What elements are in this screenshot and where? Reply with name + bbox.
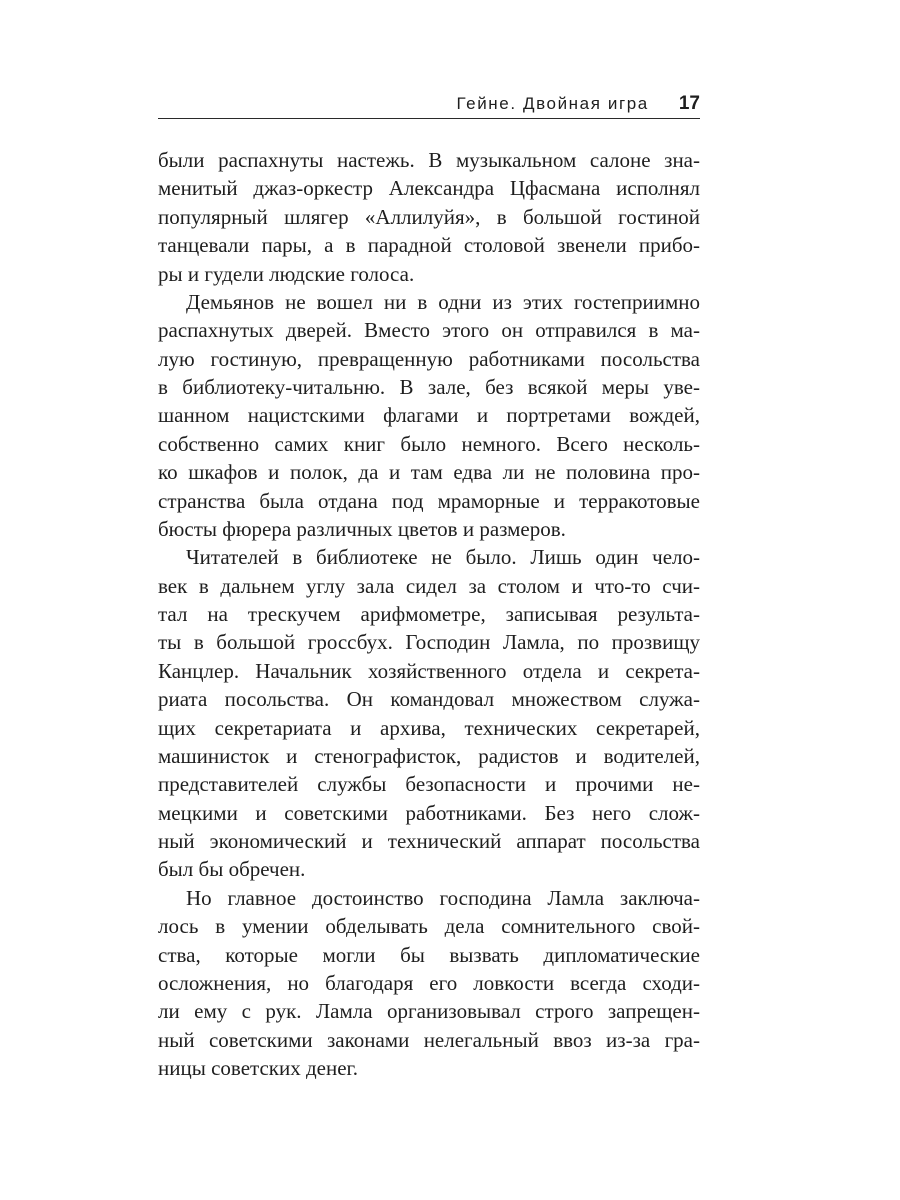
text-line: был бы обречен. [158, 857, 306, 882]
text-line: Демьянов не вошел ни в одни из этих гостеприимно [186, 289, 700, 314]
text-line: мецкими и советскими работниками. Без него слож- [158, 800, 700, 825]
text-line: ли ему с рук. Ламла организовывал строго запрещен- [158, 999, 700, 1024]
text-line: ный советскими законами нелегальный ввоз из-за гра- [158, 1027, 700, 1052]
text-line: Но главное достоинство господина Ламла заключа- [186, 885, 700, 910]
running-header [158, 90, 700, 119]
text-line: бюсты фюрера различных цветов и размеров. [158, 516, 566, 541]
text-line: менитый джаз-оркестр Александра Цфасмана исполнял [158, 176, 700, 201]
text-line: щих секретариата и архива, технических секретарей, [158, 715, 700, 740]
running-title: Гейне. Двойная игра [456, 94, 649, 113]
text-line: распахнутых дверей. Вместо этого он отправился в ма- [158, 318, 700, 343]
paragraph [158, 288, 700, 543]
text-line: Канцлер. Начальник хозяйственного отдела и секрета- [158, 658, 700, 683]
text-line: были распахнуты настежь. В музыкальном салоне зна- [158, 148, 700, 172]
page-number: 17 [678, 93, 700, 114]
text-line: странства была отдана под мраморные и терракотовые [158, 488, 700, 513]
text-line: ства, которые могли бы вызвать дипломатические [158, 942, 700, 967]
text-line: ты в большой гроссбух. Господин Ламла, по прозвищу [158, 630, 700, 655]
body-text [158, 146, 700, 1082]
text-line: танцевали пары, а в парадной столовой звенели прибо- [158, 233, 700, 258]
text-line: лось в умении обделывать дела сомнительного свой- [158, 914, 700, 939]
text-line: собственно самих книг было немного. Всего несколь- [158, 431, 700, 456]
paragraph [158, 146, 700, 288]
paragraph [158, 543, 700, 884]
text-line: ры и гудели людские голоса. [158, 261, 415, 286]
text-line: лую гостиную, превращенную работниками посольства [158, 346, 700, 371]
text-line: ко шкафов и полок, да и там едва ли не половина про- [158, 460, 700, 485]
text-line: ный экономический и технический аппарат посольства [158, 829, 700, 853]
text-line: популярный шлягер «Аллилуйя», в большой гостиной [158, 204, 700, 229]
text-line: представителей службы безопасности и прочими не- [158, 772, 700, 797]
text-line: в библиотеку-читальню. В зале, без всякой меры уве- [158, 375, 700, 399]
text-line: ницы советских денег. [158, 1056, 359, 1080]
text-line: век в дальнем углу зала сидел за столом и что-то счи- [158, 573, 700, 598]
text-line: риата посольства. Он командовал множеством служа- [158, 687, 700, 712]
text-line: осложнения, но благодаря его ловкости всегда сходи- [158, 970, 700, 995]
text-line: тал на трескучем арифмометре, записывая результа- [158, 602, 700, 626]
text-line: шанном нацистскими флагами и портретами вождей, [158, 403, 700, 428]
paragraph [158, 884, 700, 1083]
text-line: Читателей в библиотеке не было. Лишь один чело- [186, 545, 700, 570]
text-line: машинисток и стенографисток, радистов и водителей, [158, 743, 700, 768]
